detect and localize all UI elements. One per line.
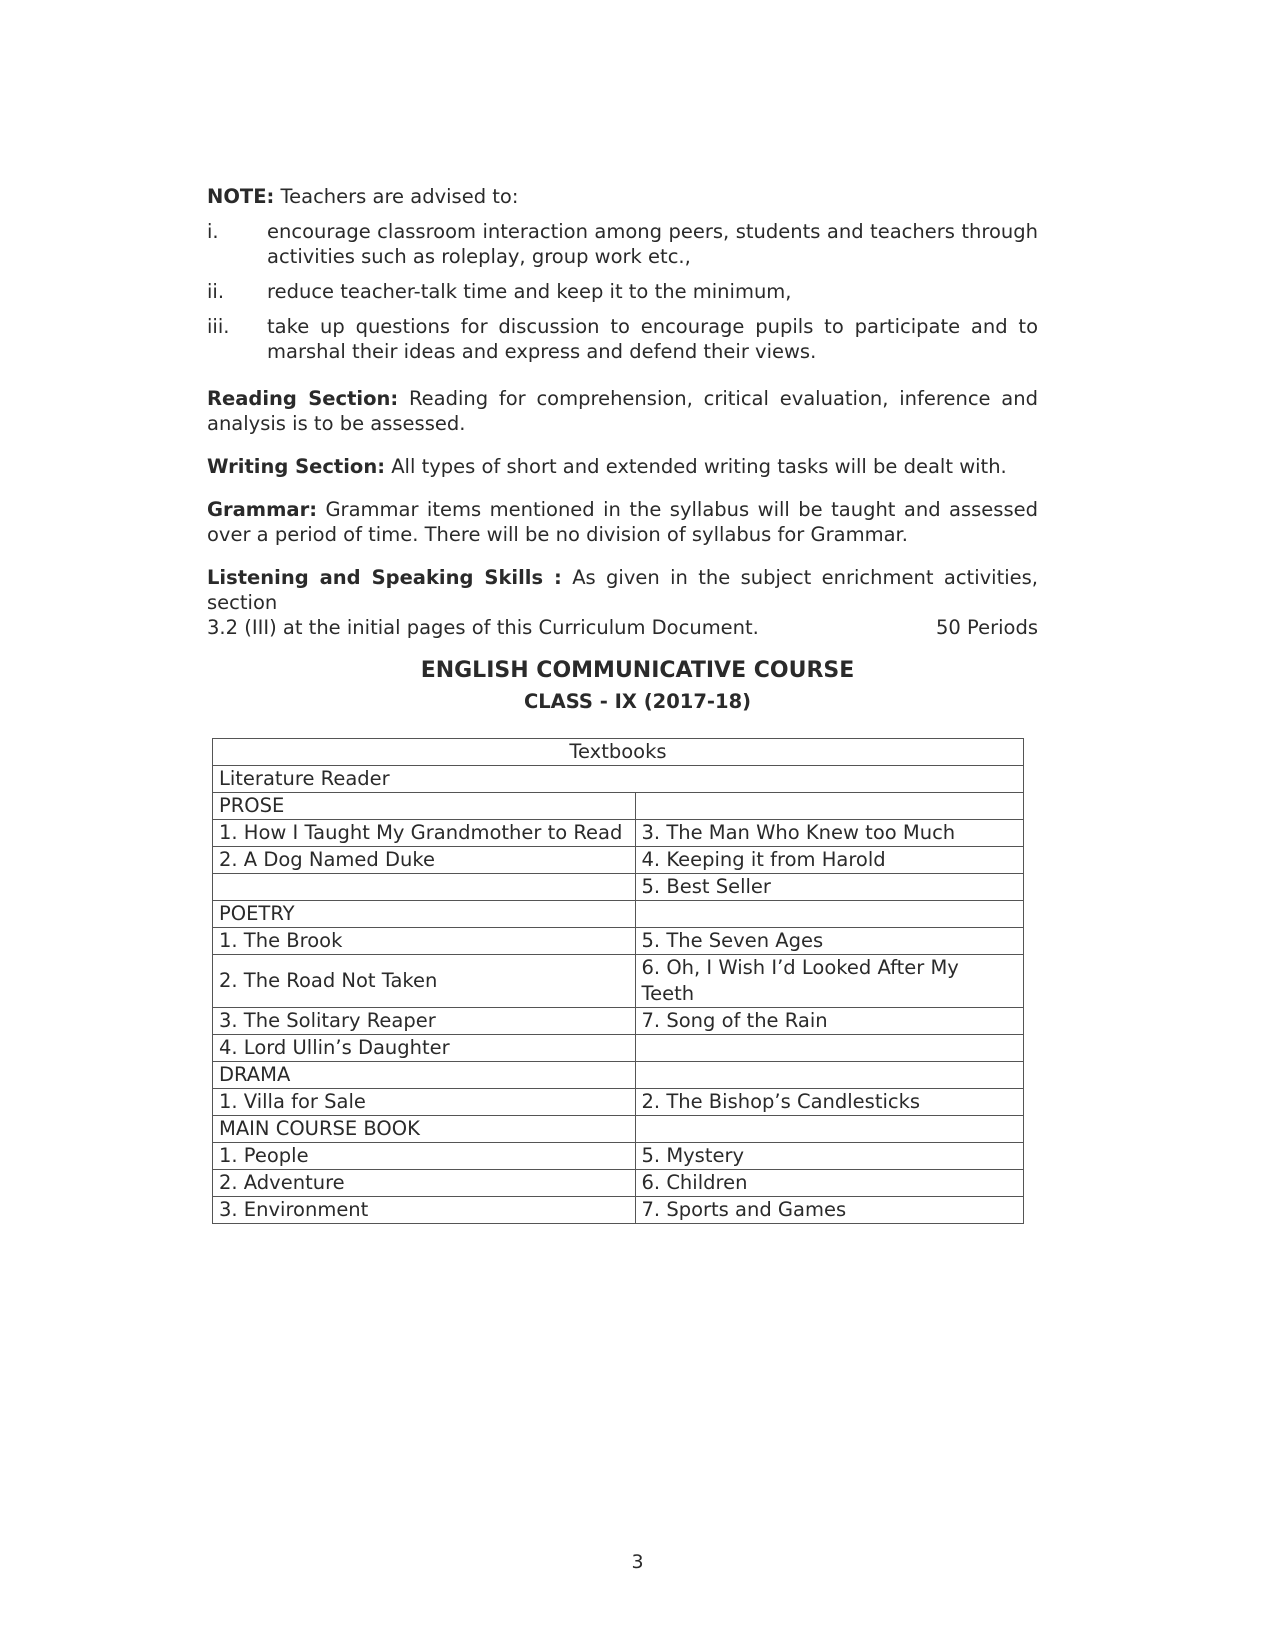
table-row: [213, 928, 1024, 955]
table-row: [213, 901, 1024, 928]
reading-label: Reading Section:: [207, 387, 399, 410]
table-row: [213, 874, 1024, 901]
body-text: [207, 184, 1038, 640]
table-cell-left: [213, 874, 636, 901]
table-cell-left: 3. Environment: [213, 1197, 636, 1224]
grammar-text: Grammar items mentioned in the syllabus will be taught and assessed over a period of time. There will be no division of syllabus for Grammar.: [207, 498, 1038, 546]
table-cell-right: 7. Sports and Games: [635, 1197, 1023, 1224]
table-row: [213, 847, 1024, 874]
table-row: [213, 1143, 1024, 1170]
list-item: [207, 219, 1038, 269]
textbooks-header: Textbooks: [213, 739, 1024, 766]
table-cell-left: 2. The Road Not Taken: [213, 955, 636, 1008]
note-label: NOTE:: [207, 185, 275, 208]
table-cell-left: DRAMA: [213, 1062, 636, 1089]
note-intro: Teachers are advised to:: [274, 185, 519, 208]
class-title: CLASS - IX (2017-18): [523, 690, 752, 713]
table-cell-right: [635, 1035, 1023, 1062]
note-heading: [207, 184, 1038, 209]
table-cell-right: 6. Oh, I Wish I’d Looked After My Teeth: [635, 955, 1023, 1008]
table-cell-left: PROSE: [213, 793, 636, 820]
table-cell-right: 7. Song of the Rain: [635, 1008, 1023, 1035]
table-cell-right: [635, 1116, 1023, 1143]
literature-reader-label: Literature Reader: [213, 766, 1024, 793]
table-cell-right: 6. Children: [635, 1170, 1023, 1197]
table-row: [213, 1035, 1024, 1062]
table-cell-right: 4. Keeping it from Harold: [635, 847, 1023, 874]
listening-label: Listening and Speaking Skills :: [207, 566, 562, 589]
writing-label: Writing Section:: [207, 455, 386, 478]
reading-section: [207, 386, 1038, 436]
table-cell-left: MAIN COURSE BOOK: [213, 1116, 636, 1143]
listening-text-line2: 3.2 (III) at the initial pages of this Curriculum Document.: [207, 616, 759, 639]
table-cell-right: 2. The Bishop’s Candlesticks: [635, 1089, 1023, 1116]
table-cell-left: POETRY: [213, 901, 636, 928]
table-cell-right: 5. Mystery: [635, 1143, 1023, 1170]
table-cell-right: [635, 1062, 1023, 1089]
course-title: ENGLISH COMMUNICATIVE COURSE: [420, 658, 855, 683]
table-cell-right: 3. The Man Who Knew too Much: [635, 820, 1023, 847]
table-row: [213, 1089, 1024, 1116]
table-cell-left: 3. The Solitary Reaper: [213, 1008, 636, 1035]
table-row: [213, 793, 1024, 820]
table-row: [213, 1170, 1024, 1197]
grammar-label: Grammar:: [207, 498, 317, 521]
table-cell-left: 4. Lord Ullin’s Daughter: [213, 1035, 636, 1062]
listening-text: As given in the subject enrichment activities, section: [207, 566, 1038, 614]
list-number: ii.: [207, 280, 225, 303]
table-cell-right: 5. Best Seller: [635, 874, 1023, 901]
list-item: [207, 314, 1038, 364]
table-cell-left: 1. Villa for Sale: [213, 1089, 636, 1116]
list-text: take up questions for discussion to encourage pupils to participate and to marshal their ideas and express and defend their views.: [267, 315, 1038, 363]
course-heading: [0, 656, 1275, 717]
grammar-section: [207, 497, 1038, 547]
table-row: [213, 1116, 1024, 1143]
listening-section: [207, 565, 1038, 640]
page-number: 3: [631, 1551, 644, 1573]
periods-count: 50 Periods: [936, 616, 1038, 639]
writing-text: All types of short and extended writing tasks will be dealt with.: [385, 455, 1007, 478]
writing-section: [207, 454, 1038, 479]
list-text: reduce teacher-talk time and keep it to the minimum,: [267, 280, 792, 303]
table-cell-right: 5. The Seven Ages: [635, 928, 1023, 955]
textbooks-table: [212, 738, 1024, 1224]
table-row: [213, 955, 1024, 1008]
table-row: [213, 1008, 1024, 1035]
table-header-row: [213, 739, 1024, 766]
table-cell-left: 2. A Dog Named Duke: [213, 847, 636, 874]
table-row: [213, 1197, 1024, 1224]
reading-text: Reading for comprehension, critical evaluation, inference and analysis is to be assessed.: [207, 387, 1038, 435]
table-cell-left: 1. How I Taught My Grandmother to Read: [213, 820, 636, 847]
list-item: [207, 279, 1038, 304]
table-row: [213, 820, 1024, 847]
table-cell-left: 1. The Brook: [213, 928, 636, 955]
table-row: [213, 766, 1024, 793]
table-row: [213, 1062, 1024, 1089]
table-cell-right: [635, 901, 1023, 928]
list-number: i.: [207, 220, 219, 243]
list-text: encourage classroom interaction among peers, students and teachers through activities such as roleplay, group work etc.,: [267, 220, 1038, 268]
table-cell-right: [635, 793, 1023, 820]
table-cell-left: 2. Adventure: [213, 1170, 636, 1197]
list-number: iii.: [207, 315, 230, 338]
table-cell-left: 1. People: [213, 1143, 636, 1170]
